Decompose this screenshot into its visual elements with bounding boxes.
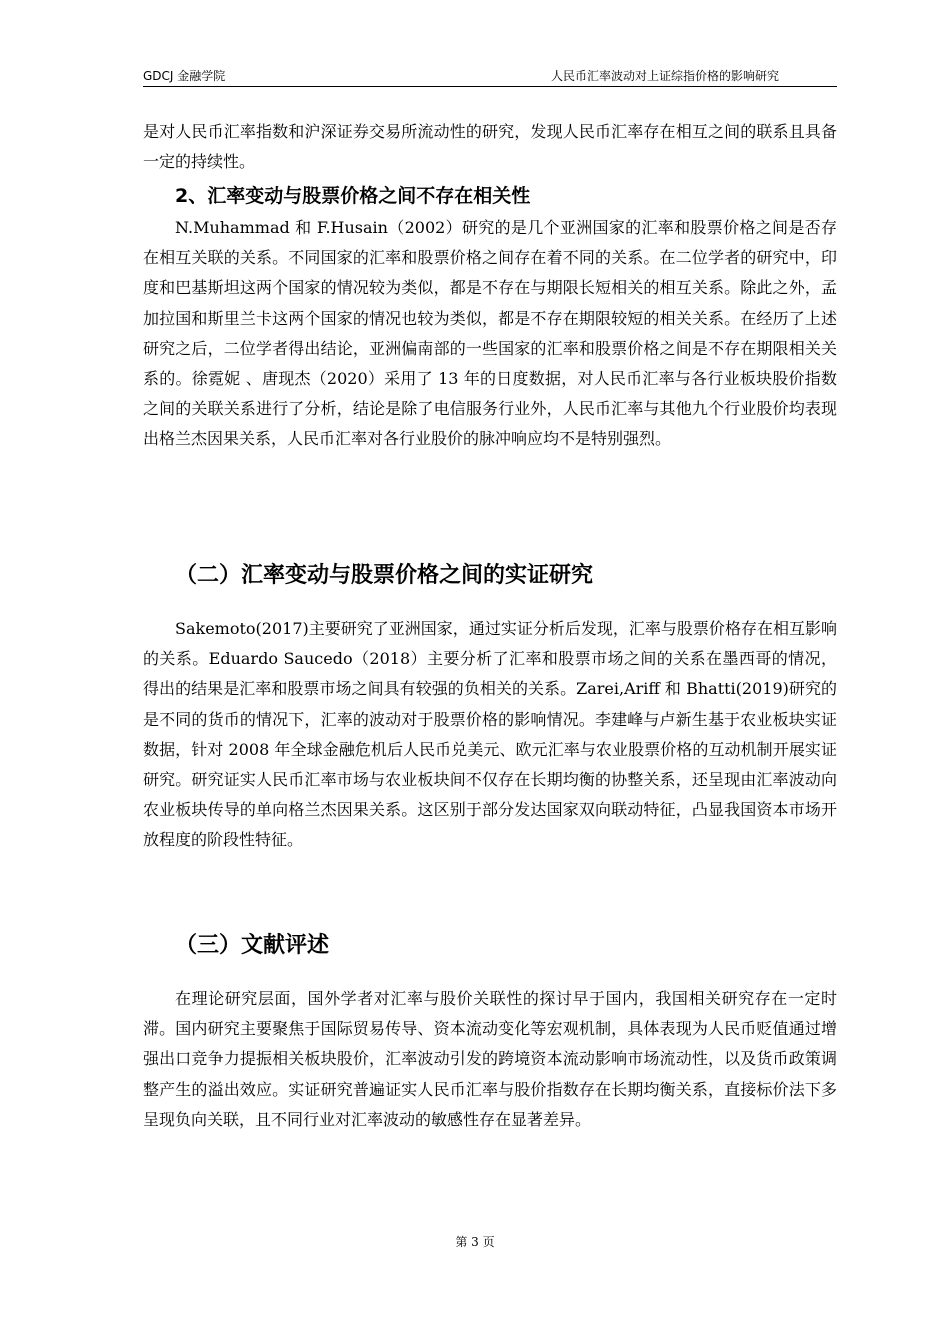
paragraph-continued: 是对人民币汇率指数和沪深证券交易所流动性的研究，发现人民币汇率存在相互之间的联系且具备一定的持续性。 xyxy=(143,122,837,172)
paragraph-no-correlation: N.Muhammad 和 F.Husain（2002）研究的是几个亚洲国家的汇率和股票价格之间是否存在相互关联的关系。不同国家的汇率和股票价格之间存在着不同的关系。在二位学者的研究中，印度和巴基斯坦这两个国家的情况较为类似，都是不存在与期限长短相关的相互关系。除此之外，孟加拉国和斯里兰卡这两个国家的情况也较为类似，都是不存在期限较短的相关关系。在经历了上述研究之后，二位学者得出结论，亚洲偏南部的一些国家的汇率和股票价格之间是不存在期限相关关系的。徐霓妮 、唐现杰（2020）采用了 13 年的日度数据，对人民币汇率与各行业板块股价指数之间的关联关系进行了分析，结论是除了电信服务行业外，人民币汇率与其他九个行业股价均表现出格兰杰因果关系，人民币汇率对各行业股价的脉冲响应均不是特别强烈。 xyxy=(143,218,837,449)
header-right-title: 人民币汇率波动对上证综指价格的影响研究 xyxy=(550,69,779,83)
paragraph-review: 在理论研究层面，国外学者对汇率与股价关联性的探讨早于国内，我国相关研究存在一定时滞。国内研究主要聚焦于国际贸易传导、资本流动变化等宏观机制，具体表现为人民币贬值通过增强出口竞争力提振相关板块股价，汇率波动引发的跨境资本流动影响市场流动性，以及货币政策调整产生的溢出效应。实证研究普遍证实人民币汇率与股价指数存在长期均衡关系，直接标价法下多呈现负向关联，且不同行业对汇率波动的敏感性存在显著差异。 xyxy=(143,989,837,1129)
header-left-text: GDCJ 金融学院 xyxy=(143,69,226,83)
section-heading-review: （三）文献评述 xyxy=(175,933,330,958)
paragraph-empirical: Sakemoto(2017)主要研究了亚洲国家，通过实证分析后发现，汇率与股票价格存在相互影响的关系。Eduardo Saucedo（2018）主要分析了汇率和股票市场之间的关系在墨西哥的情况，得出的结果是汇率和股票市场之间具有较强的负相关的关系。Zarei,Ariff 和 Bhatti(2019)研究的是不同的货币的情况下，汇率的波动对于股票价格的影响情况。李建峰与卢新生基于农业板块实证数据，针对 2008 年全球金融危机后人民币兑美元、欧元汇率与农业股票价格的互动机制开展实证研究。研究证实人民币汇率市场与农业板块间不仅存在长期均衡的协整关系，还呈现由汇率波动向农业板块传导的单向格兰杰因果关系。这区别于部分发达国家双向联动特征，凸显我国资本市场开放程度的阶段性特征。 xyxy=(143,619,837,850)
page-number: 第 3 页 xyxy=(455,1235,495,1249)
subheading-no-correlation: 2、汇率变动与股票价格之间不存在相关性 xyxy=(175,185,531,207)
page-header xyxy=(143,66,837,87)
section-heading-empirical: （二）汇率变动与股票价格之间的实证研究 xyxy=(175,563,594,588)
